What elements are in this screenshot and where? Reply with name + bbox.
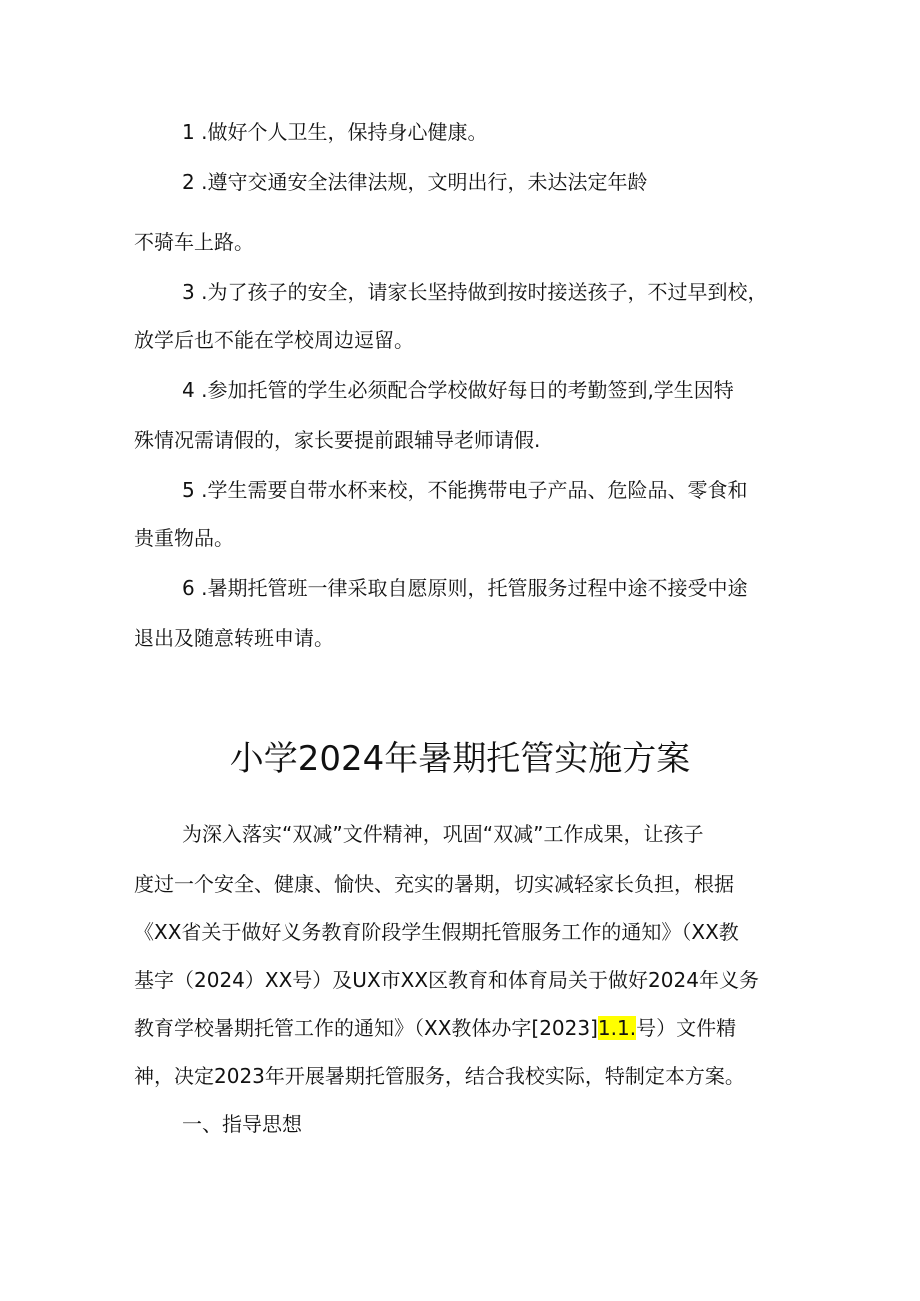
rule-6-line-1: 6 .暑期托管班一律采取自愿原则，托管服务过程中途不接受中途 xyxy=(182,576,748,600)
rule-2-line-2: 不骑车上路。 xyxy=(134,230,254,254)
rule-3-line-2: 放学后也不能在学校周边逗留。 xyxy=(134,328,414,352)
intro-line-5-start: 教育学校暑期托管工作的通知》（XX教体办字[2023] xyxy=(134,1016,598,1040)
intro-line-1: 为深入落实“双减”文件精神，巩固“双减”工作成果，让孩子 xyxy=(182,822,704,846)
document-title: 小学2024年暑期托管实施方案 xyxy=(229,738,691,779)
intro-line-5 xyxy=(134,1014,794,1042)
rule-3-line-1: 3 .为了孩子的安全，请家长坚持做到按时接送孩子，不过早到校， xyxy=(182,280,768,304)
rule-5-line-2: 贵重物品。 xyxy=(134,526,234,550)
section-heading-guiding-thought: 一、指导思想 xyxy=(182,1112,302,1136)
intro-line-5-end: 号）文件精 xyxy=(636,1016,737,1040)
rule-4-line-1: 4 .参加托管的学生必须配合学校做好每日的考勤签到,学生因特 xyxy=(182,378,734,402)
rule-4-line-2: 殊情况需请假的，家长要提前跟辅导老师请假. xyxy=(134,428,541,452)
intro-line-3: 《XX省关于做好义务教育阶段学生假期托管服务工作的通知》（XX教 xyxy=(134,920,739,944)
rule-5-line-1: 5 .学生需要自带水杯来校，不能携带电子产品、危险品、零食和 xyxy=(182,478,748,502)
rule-6-line-2: 退出及随意转班申请。 xyxy=(134,626,334,650)
intro-line-4: 基字（2024）XX号）及UX市XX区教育和体育局关于做好2024年义务 xyxy=(134,968,759,992)
intro-line-2: 度过一个安全、健康、愉快、充实的暑期，切实减轻家长负担，根据 xyxy=(134,872,734,896)
rule-2-line-1: 2 .遵守交通安全法律法规，文明出行，未达法定年龄 xyxy=(182,170,648,194)
highlighted-number: 1.1. xyxy=(597,1016,637,1040)
intro-line-6: 神，决定2023年开展暑期托管服务，结合我校实际，特制定本方案。 xyxy=(134,1064,745,1088)
rule-1-line-1: 1 .做好个人卫生，保持身心健康。 xyxy=(182,120,488,144)
